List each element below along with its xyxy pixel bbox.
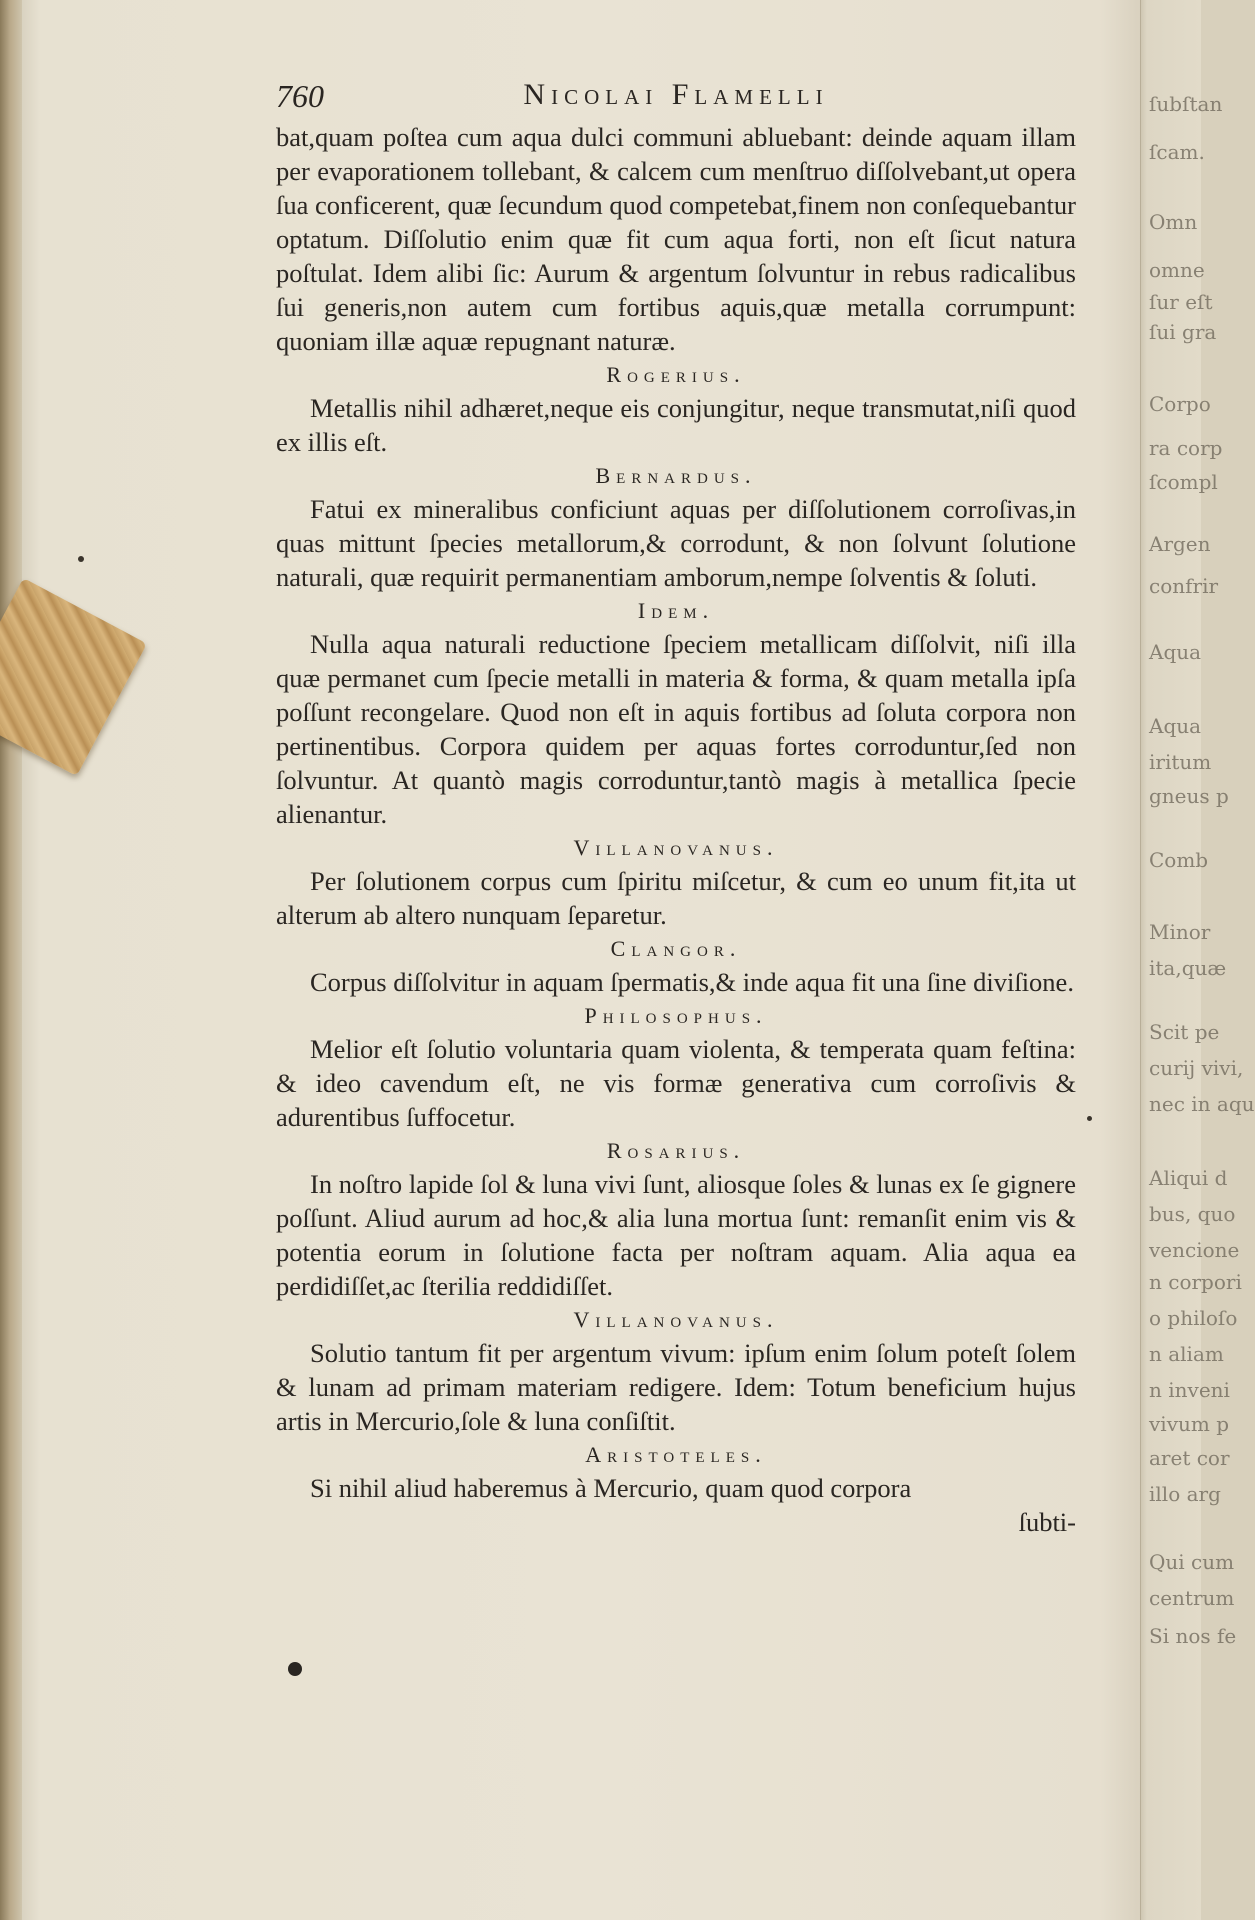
facing-page-fragment: Minor [1149, 920, 1211, 944]
running-head [276, 78, 1076, 120]
facing-page-fragment: Scit pe [1149, 1020, 1220, 1044]
facing-page-fragment: Comb [1149, 848, 1209, 872]
ink-dot-mark [288, 1662, 302, 1676]
catchword: ſubti- [1018, 1507, 1076, 1537]
facing-page-fragment: ra corp [1149, 436, 1223, 460]
facing-page-fragment: curij vivi, [1149, 1056, 1244, 1080]
facing-page-fragment: o philoſo [1149, 1306, 1238, 1330]
section-heading: Bernardus. [595, 463, 757, 488]
running-head-title: Nicolai Flamelli [523, 78, 829, 111]
facing-page-fragment: ſcompl [1149, 470, 1218, 494]
facing-page-fragment: Argen [1149, 532, 1211, 556]
section-heading: Rogerius. [606, 362, 746, 387]
facing-page-fragment: Qui cum [1149, 1550, 1235, 1574]
paragraph: Fatui ex mineralibus conficiunt aquas per diſſolutionem corroſivas,in quas mittunt ſpecies metallorum,& corrodunt, & non ſolvunt ſolutione naturali, quæ requirit permanentiam amborum,nempe ſolventis & ſoluti. [276, 494, 1076, 592]
section-heading: Villanovanus. [573, 1307, 779, 1332]
facing-page-fragment: ſui gra [1149, 320, 1217, 344]
paragraph: Per ſolutionem corpus cum ſpiritu miſcetur, & cum eo unum fit,ita ut alterum ab altero nunquam ſeparetur. [276, 866, 1076, 930]
section-heading: Aristoteles. [585, 1442, 767, 1467]
paragraph: bat,quam poſtea cum aqua dulci communi abluebant: deinde aquam illam per evaporationem tollebant, & calcem cum menſtruo diſſolvebant,ut opera ſua conficerent, quæ ſecundum quod competebat,finem non conſequebantur optatum. Diſſolutio enim quæ fit cum aqua forti, non eſt ſicut natura poſtulat. Idem alibi ſic: Aurum & argentum ſolvuntur in rebus radicalibus ſui generis,non autem cum fortibus aquis,quæ metalla corrumpunt: quoniam illæ aquæ repugnant naturæ. [276, 122, 1076, 356]
section-heading: Idem. [637, 598, 715, 623]
facing-page-fragment: ſur eſt [1149, 290, 1213, 314]
paragraph: In noſtro lapide ſol & luna vivi ſunt, aliosque ſoles & lunas ex ſe gignere poſſunt. Aliud aurum ad hoc,& alia luna mortua ſunt: remanſit enim vis & potentia eorum in ſolutione facta per noſtram aquam. Alia aqua ea perdidiſſet,ac ſterilia reddidiſſet. [276, 1169, 1076, 1301]
paragraph: Corpus diſſolvitur in aquam ſpermatis,& inde aqua fit una ſine diviſione. [310, 967, 1074, 997]
facing-page-fragment: Aliqui d [1149, 1166, 1228, 1190]
facing-page-fragment: vivum p [1149, 1412, 1229, 1436]
facing-page-fragment: omne [1149, 258, 1205, 282]
paragraph: Metallis nihil adhæret,neque eis conjungitur, neque transmutat,niſi quod ex illis eſt. [276, 393, 1076, 457]
facing-page-fragment: Omn [1149, 210, 1198, 234]
facing-page-fragment: Aqua [1149, 714, 1202, 738]
paragraph: Solutio tantum fit per argentum vivum: ipſum enim ſolum poteſt ſolem & lunam ad primam materiam redigere. Idem: Totum beneficium hujus artis in Mercurio,ſole & luna conſiſtit. [276, 1338, 1076, 1436]
facing-page-fragment: Si nos fe [1149, 1624, 1237, 1648]
facing-page-fragment: vencione [1149, 1238, 1240, 1262]
facing-page-fragment: centrum [1149, 1586, 1235, 1610]
facing-page-fragment: ſubſtan [1149, 92, 1223, 116]
book-page [276, 78, 1076, 1539]
section-heading: Clangor. [610, 936, 742, 961]
ink-speck [1087, 1116, 1092, 1121]
section-heading: Rosarius. [606, 1138, 746, 1163]
section-heading: Philosophus. [584, 1003, 768, 1028]
facing-page-fragment: Corpo [1149, 392, 1211, 416]
binding-edge [0, 0, 22, 1920]
facing-page-fragment: n corpori [1149, 1270, 1242, 1294]
facing-page-fragment: gneus p [1149, 784, 1229, 808]
page-number: 760 [276, 78, 324, 114]
paragraph: Si nihil aliud haberemus à Mercurio, quam quod corpora [310, 1473, 912, 1503]
facing-page-fragment: n aliam [1149, 1342, 1224, 1366]
paragraph: Nulla aqua naturali reductione ſpeciem metallicam diſſolvit, niſi illa quæ permanet cum ſpecie metalli in materia & forma, & quam metalla ipſa poſſunt recongelare. Quod non eſt in aquis fortibus ad ſoluta corpora non pertinentibus. Corpora quidem per aquas fortes corroduntur,ſed non ſolvuntur. At quantò magis corroduntur,tantò magis à metallica ſpecie alienantur. [276, 629, 1076, 829]
facing-page-fragment: bus, quo [1149, 1202, 1236, 1226]
facing-page-fragment: illo arg [1149, 1482, 1221, 1506]
facing-page-fragment: confrir [1149, 574, 1219, 598]
facing-page-fragment: iritum [1149, 750, 1212, 774]
facing-page-fragment: aret cor [1149, 1446, 1230, 1470]
ink-speck [78, 556, 84, 562]
facing-page-fragment: n inveni [1149, 1378, 1230, 1402]
facing-page-fragment: ita,quæ [1149, 956, 1227, 980]
facing-page-fragment: Aqua [1149, 640, 1202, 664]
body-text [276, 120, 1076, 1505]
section-heading: Villanovanus. [573, 835, 779, 860]
facing-page-fragment: ſcam. [1149, 140, 1205, 164]
facing-page-edge [1140, 0, 1255, 1920]
paragraph: Melior eſt ſolutio voluntaria quam violenta, & temperata quam feſtina: & ideo cavendum eſt, ne vis formæ generativa cum corroſivis & adurentibus ſuffocetur. [276, 1034, 1076, 1132]
facing-page-fragment: nec in aqu [1149, 1092, 1255, 1116]
